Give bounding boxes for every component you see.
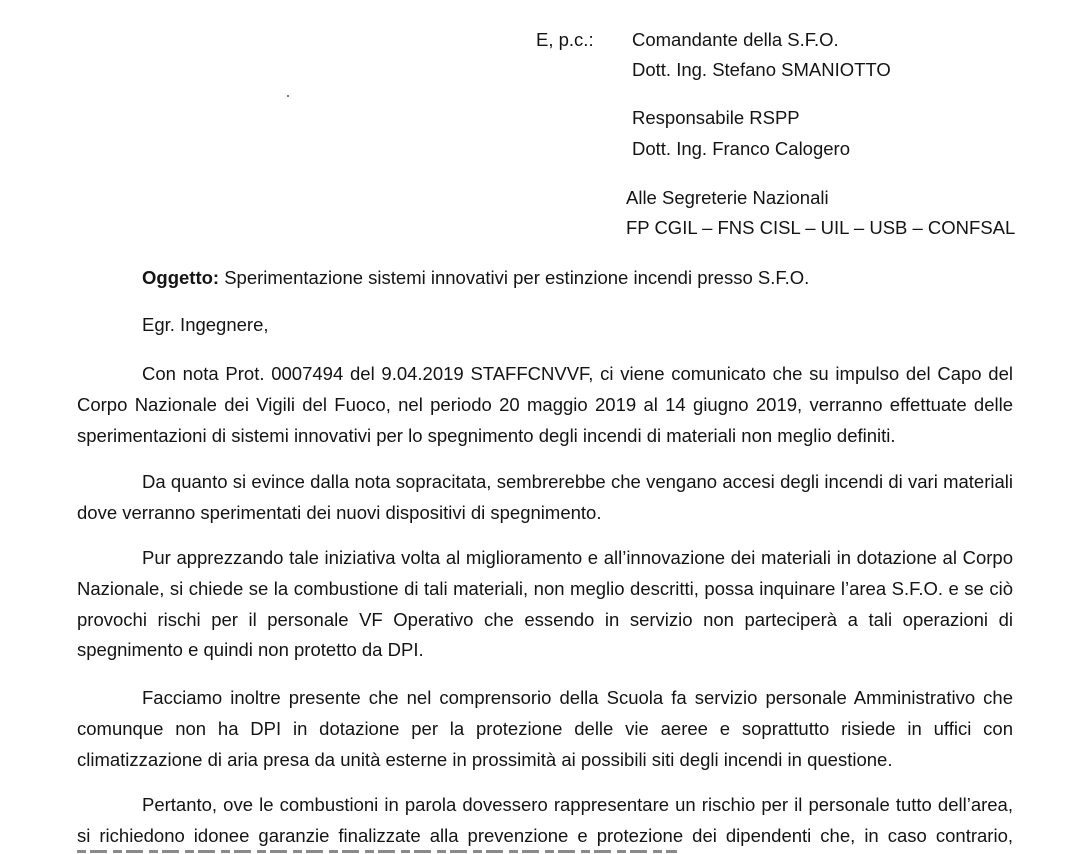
paragraph-line: Da quanto si evince dalla nota sopracitata, sembrerebbe che vengano accesi degli incendi di vari materiali: [142, 471, 1013, 492]
paragraph-line: dove verranno sperimentati dei nuovi dispositivi di spegnimento.: [77, 501, 602, 523]
recipient-3-title: Alle Segreterie Nazionali: [626, 187, 829, 208]
subject-line: [142, 267, 809, 289]
paragraph-line: provochi rischi per il personale VF Operativo che essendo in servizio non parteciperà a tali operazioni di: [77, 608, 1013, 630]
paragraph-line: Pur apprezzando tale iniziativa volta al miglioramento e all’innovazione dei materiali in dotazione al Corpo: [142, 547, 1013, 568]
paragraph-line: Con nota Prot. 0007494 del 9.04.2019 STAFFCNVVF, ci viene comunicato che su impulso del Capo del: [142, 363, 1013, 384]
cropped-next-line: [77, 847, 677, 854]
paragraph-2: [77, 467, 1013, 529]
recipient-2-title: Responsabile RSPP: [632, 107, 800, 128]
paragraph-line: Corpo Nazionale dei Vigili del Fuoco, nel periodo 20 maggio 2019 al 14 giugno 2019, verranno effettuate delle: [77, 393, 1013, 415]
subject-label: Oggetto:: [142, 267, 220, 288]
scan-speck: [287, 95, 289, 97]
paragraph-line: Nazionale, si chiede se la combustione di tali materiali, non meglio descritti, possa inquinare l’area S.F.O. e se ciò: [77, 577, 1013, 599]
paragraph-line: Facciamo inoltre presente che nel comprensorio della Scuola fa servizio personale Amministrativo che: [142, 687, 1013, 708]
recipient-2-name: Dott. Ing. Franco Calogero: [632, 138, 850, 159]
paragraph-line: si richiedono idonee garanzie finalizzate alla prevenzione e protezione dei dipendenti che, in caso contrario,: [77, 824, 1013, 846]
recipient-3-unions: FP CGIL – FNS CISL – UIL – USB – CONFSAL: [626, 217, 1016, 238]
salutation: Egr. Ingegnere,: [142, 314, 269, 335]
paragraph-1: [77, 359, 1013, 451]
paragraph-5: [77, 790, 1013, 852]
paragraph-line: spegnimento e quindi non protetto da DPI.: [77, 639, 424, 661]
paragraph-line: comunque non ha DPI in dotazione per la protezione delle vie aeree e soprattutto risiede in uffici con: [77, 717, 1013, 739]
recipient-1-title: Comandante della S.F.O.: [632, 29, 839, 50]
paragraph-4: [77, 683, 1013, 775]
epc-label: E, p.c.:: [536, 29, 594, 50]
paragraph-line: climatizzazione di aria presa da unità esterne in prossimità ai possibili siti degli incendi in questione.: [77, 748, 893, 770]
paragraph-line: Pertanto, ove le combustioni in parola dovessero rappresentare un rischio per il personale tutto dell’area,: [142, 794, 1013, 815]
recipient-1-name: Dott. Ing. Stefano SMANIOTTO: [632, 59, 891, 80]
paragraph-3: [77, 543, 1013, 666]
paragraph-line: sperimentazioni di sistemi innovativi per lo spegnimento degli incendi di materiali non meglio definiti.: [77, 424, 896, 446]
subject-text: Sperimentazione sistemi innovativi per estinzione incendi presso S.F.O.: [219, 267, 810, 288]
